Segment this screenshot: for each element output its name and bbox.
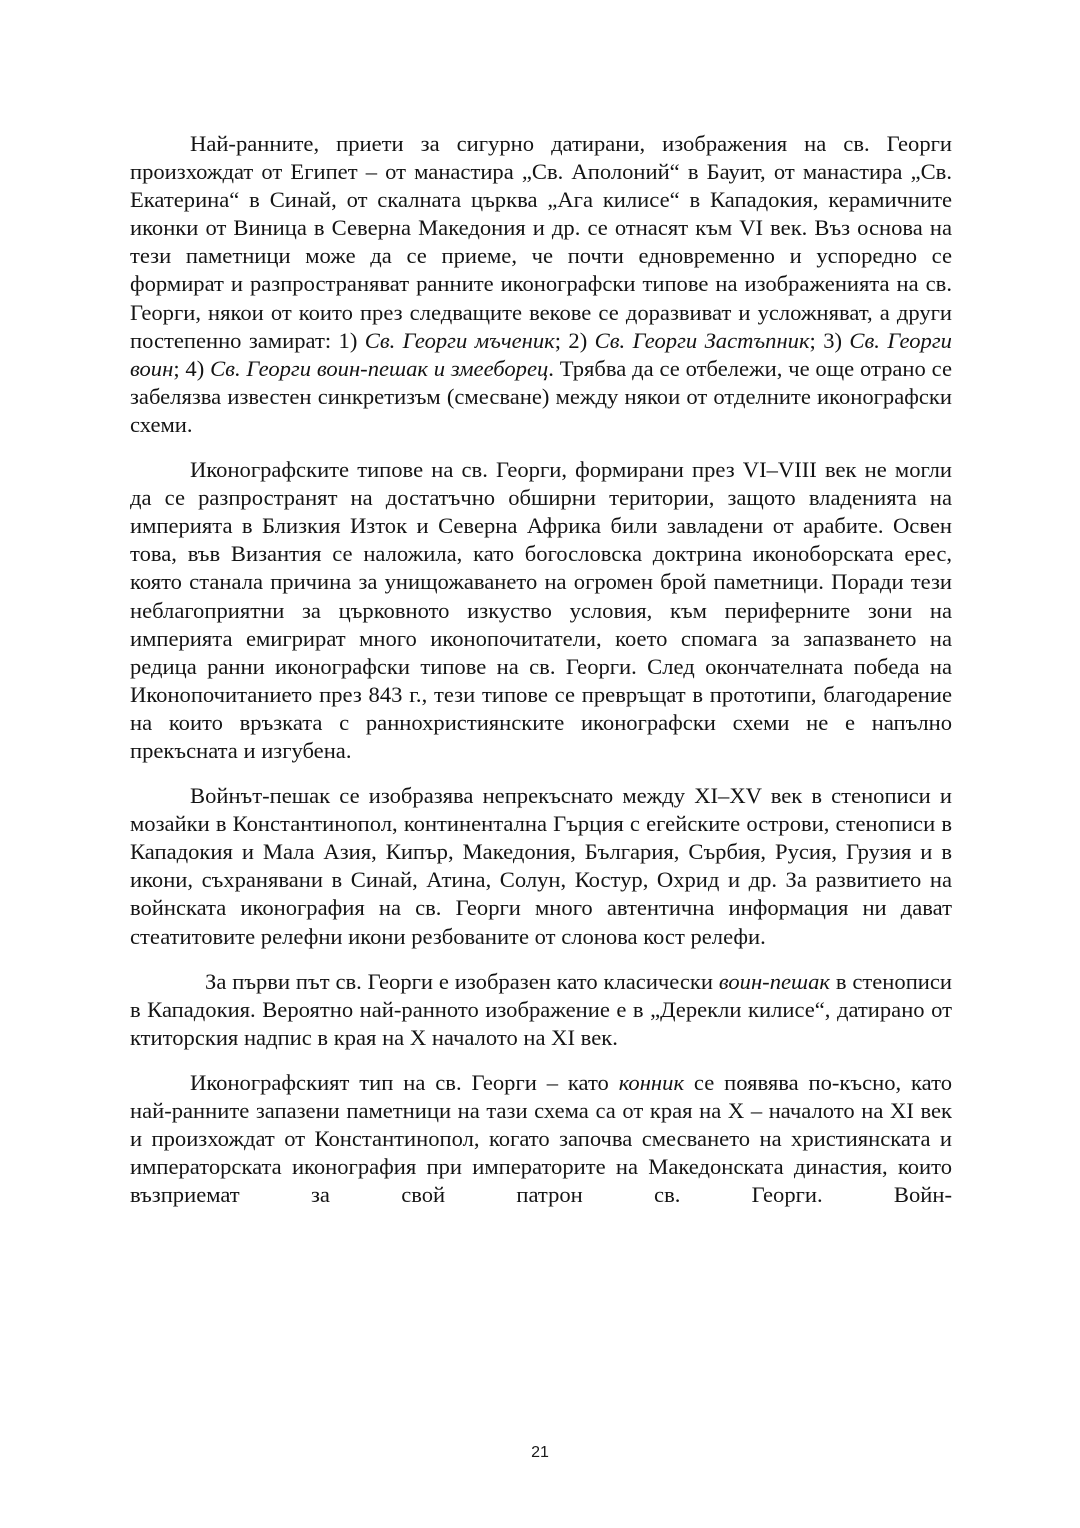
text-segment: За първи път св. Георги е изобразен като класически: [205, 968, 719, 994]
italic-term: Св. Георги Застъпник: [594, 327, 810, 353]
paragraph-3: [130, 782, 952, 951]
text-segment: в стенописи в Кападокия. Вероятно най-ранното изображение е в „Дерекли килисе“, датирано от ктиторския надпис в края на Х началото на XI век.: [130, 968, 952, 1050]
paragraph-1: [130, 130, 952, 439]
page-number: 21: [531, 1444, 549, 1461]
text-segment: Иконографските типове на св. Георги, формирани през VI–VIII век не могли да се разпространят на достатъчно обширни територии, защото владенията на империята в Близкия Изток и Северна Африка били завладени от арабите. Освен това, във Византия се наложила, като богословска доктрина иконоборската ерес, която станала причина за унищожаването на огромен брой паметници. Поради тези неблагоприятни за църковното изкуство условия, към периферните зони на империята емигрират много иконопочитатели, което спомага за запазването на редица ранни иконографски типове на св. Георги. След окончателната победа на Иконопочитанието през 843 г., тези типове се превръщат в прототипи, благодарение на които връзката с раннохристиянските иконографски схеми не е напълно прекъсната и изгубена.: [130, 457, 952, 763]
italic-term: конник: [618, 1069, 685, 1095]
text-segment: се появява по-късно, като най-ранните запазени паметници на тази схема са от края на Х – началото на XI век и произхождат от Константинопол, когато започва смесването на християнската и императорската иконография при императорите на Македонската династия, които възприемат за свой патрон св. Георги. Войн-: [130, 1069, 952, 1208]
text-segment: Войнът-пешак се изобразява непрекъснато между XI–XV век в стенописи и мозайки в Константинопол, континентална Гърция с егейските острови, стенописи в Кападокия и Мала Азия, Кипър, Македония, България, Сърбия, Русия, Грузия и в икони, съхранявани в Синай, Атина, Солун, Костур, Охрид и др. За развитието на войнската иконография на св. Георги много автентична информация ни дават стеатитовите релефни икони резбованите от слонова кост релефи.: [130, 783, 952, 949]
italic-term: Св. Георги воин: [130, 327, 952, 381]
italic-term: воин-пешак: [718, 968, 830, 994]
body-text: [130, 130, 952, 1226]
text-segment: ; 4): [173, 355, 211, 381]
italic-term: Св. Георги воин-пешак и змееборец: [210, 355, 549, 381]
italic-term: Св. Георги мъченик: [364, 327, 555, 353]
text-segment: Най-ранните, приети за сигурно датирани, изображения на св. Георги произхождат от Египет – от манастира „Св. Аполоний“ в Бауит, от манастира „Св. Екатерина“ в Синай, от скалната църква „Ага килисе“ в Кападокия, керамичните иконки от Виница в Северна Македония и др. се отнасят към VI век. Въз основа на тези паметници може да се приеме, че почти едновременно и успоредно се формират и разпространяват ранните иконографски типове на изображенията на св. Георги, някои от които през следващите векове се доразвиват и усложняват, а други постепенно замират: 1): [130, 131, 952, 353]
text-segment: Иконографският тип на св. Георги – като: [190, 1069, 619, 1095]
text-segment: ; 3): [809, 327, 850, 353]
paragraph-4: [130, 968, 952, 1052]
text-segment: ; 2): [554, 327, 595, 353]
text-segment: . Трябва да се отбележи, че още отрано се забелязва известен синкретизъм (смесване) между някои от отделните иконографски схеми.: [130, 355, 952, 437]
paragraph-2: [130, 456, 952, 765]
paragraph-5: [130, 1069, 952, 1209]
